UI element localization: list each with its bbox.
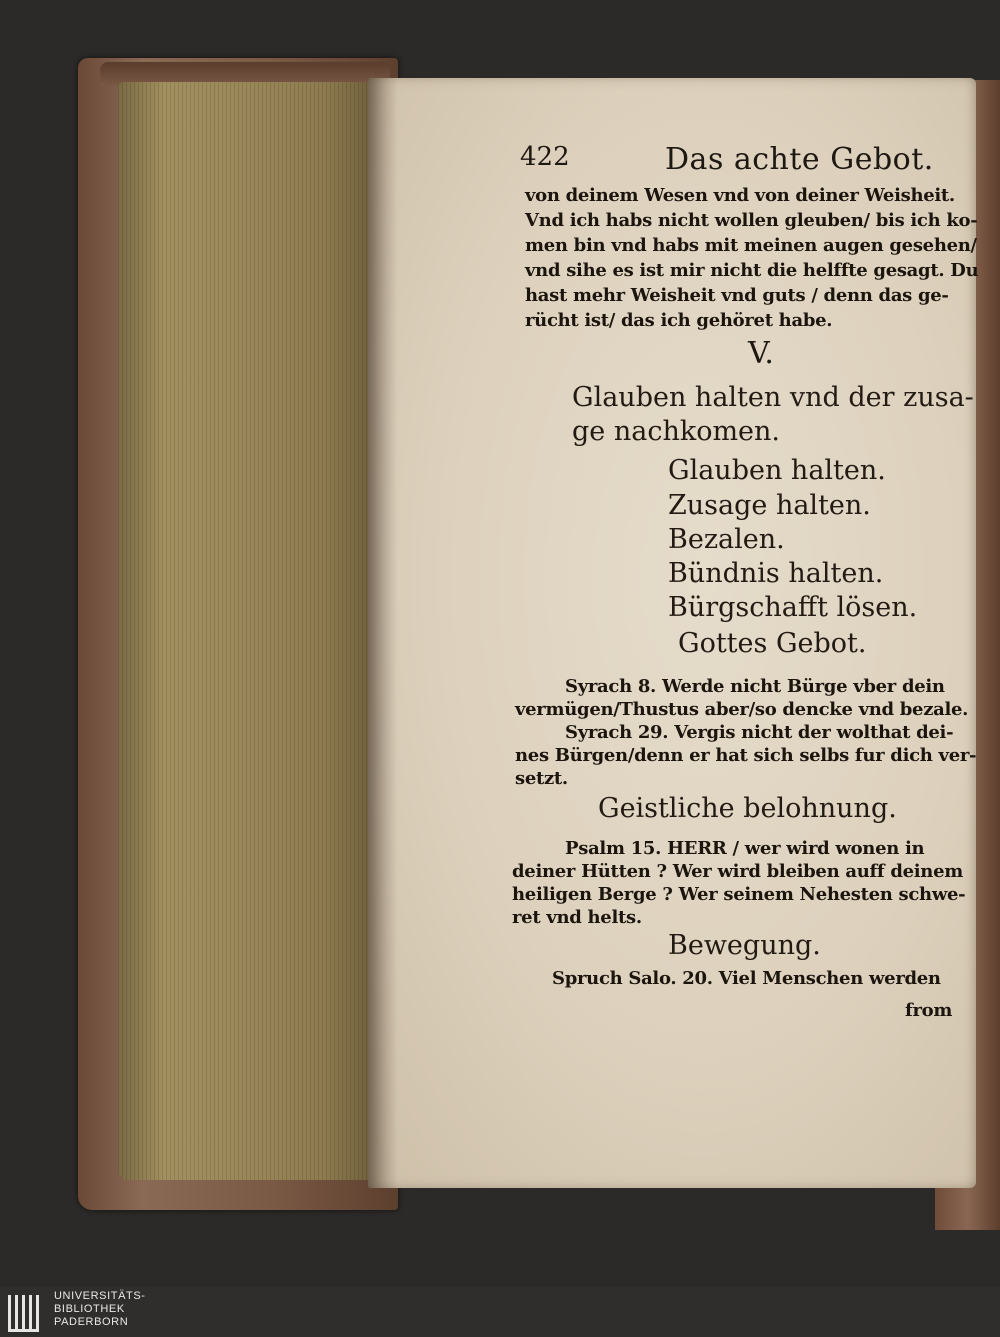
intro-line: rücht ist/ das ich gehöret habe.: [525, 310, 833, 331]
list-item: Bezalen.: [668, 524, 785, 555]
belohnung-line: Psalm 15. HERR / wer wird wonen in: [565, 838, 925, 859]
footer-bar: [0, 1287, 1000, 1337]
page-fore-edge: [118, 82, 376, 1180]
gutter-shadow: [368, 78, 398, 1188]
bewegung-heading: Bewegung.: [668, 930, 821, 961]
belohnung-line: deiner Hütten ? Wer wird bleiben auff deinem: [512, 861, 963, 882]
gebot-line: nes Bürgen/denn er hat sich selbs fur dich ver-: [515, 745, 977, 766]
intro-line: hast mehr Weisheit vnd guts / denn das ge-: [525, 285, 949, 306]
list-item: Bündnis halten.: [668, 558, 884, 589]
bewegung-line: Spruch Salo. 20. Viel Menschen werden: [552, 968, 941, 989]
list-item: Bürgschafft lösen.: [668, 592, 918, 623]
intro-line: vnd sihe es ist mir nicht die helffte gesagt. Du: [525, 260, 979, 281]
belohnung-heading: Geistliche belohnung.: [598, 793, 897, 824]
intro-line: men bin vnd habs mit meinen augen gesehen/: [525, 235, 977, 256]
gebot-line: Syrach 29. Vergis nicht der wolthat dei-: [565, 722, 954, 743]
gottes-gebot-heading: Gottes Gebot.: [678, 628, 867, 659]
belohnung-line: ret vnd helts.: [512, 907, 642, 928]
list-item: Zusage halten.: [668, 490, 871, 521]
gebot-line: setzt.: [515, 768, 568, 789]
intro-line: von deinem Wesen vnd von deiner Weisheit.: [525, 185, 955, 206]
logo-text-line: PADERBORN: [54, 1316, 129, 1328]
list-item: Glauben halten.: [668, 455, 886, 486]
running-title: Das achte Gebot.: [665, 142, 934, 177]
section-title-line: Glauben halten vnd der zusa-: [572, 382, 974, 413]
section-number: V.: [748, 336, 774, 371]
catchword: from: [905, 1000, 953, 1021]
gebot-line: vermügen/Thustus aber/so dencke vnd bezale.: [515, 699, 969, 720]
intro-line: Vnd ich habs nicht wollen gleuben/ bis ich ko-: [525, 210, 978, 231]
logo-text-line: UNIVERSITÄTS-: [54, 1290, 146, 1302]
logo-text-line: BIBLIOTHEK: [54, 1303, 125, 1315]
library-logo-icon: [6, 1291, 46, 1335]
section-title-line: ge nachkomen.: [572, 416, 781, 447]
belohnung-line: heiligen Berge ? Wer seinem Nehesten schwe-: [512, 884, 966, 905]
gebot-line: Syrach 8. Werde nicht Bürge vber dein: [565, 676, 945, 697]
page-number: 422: [520, 142, 570, 172]
